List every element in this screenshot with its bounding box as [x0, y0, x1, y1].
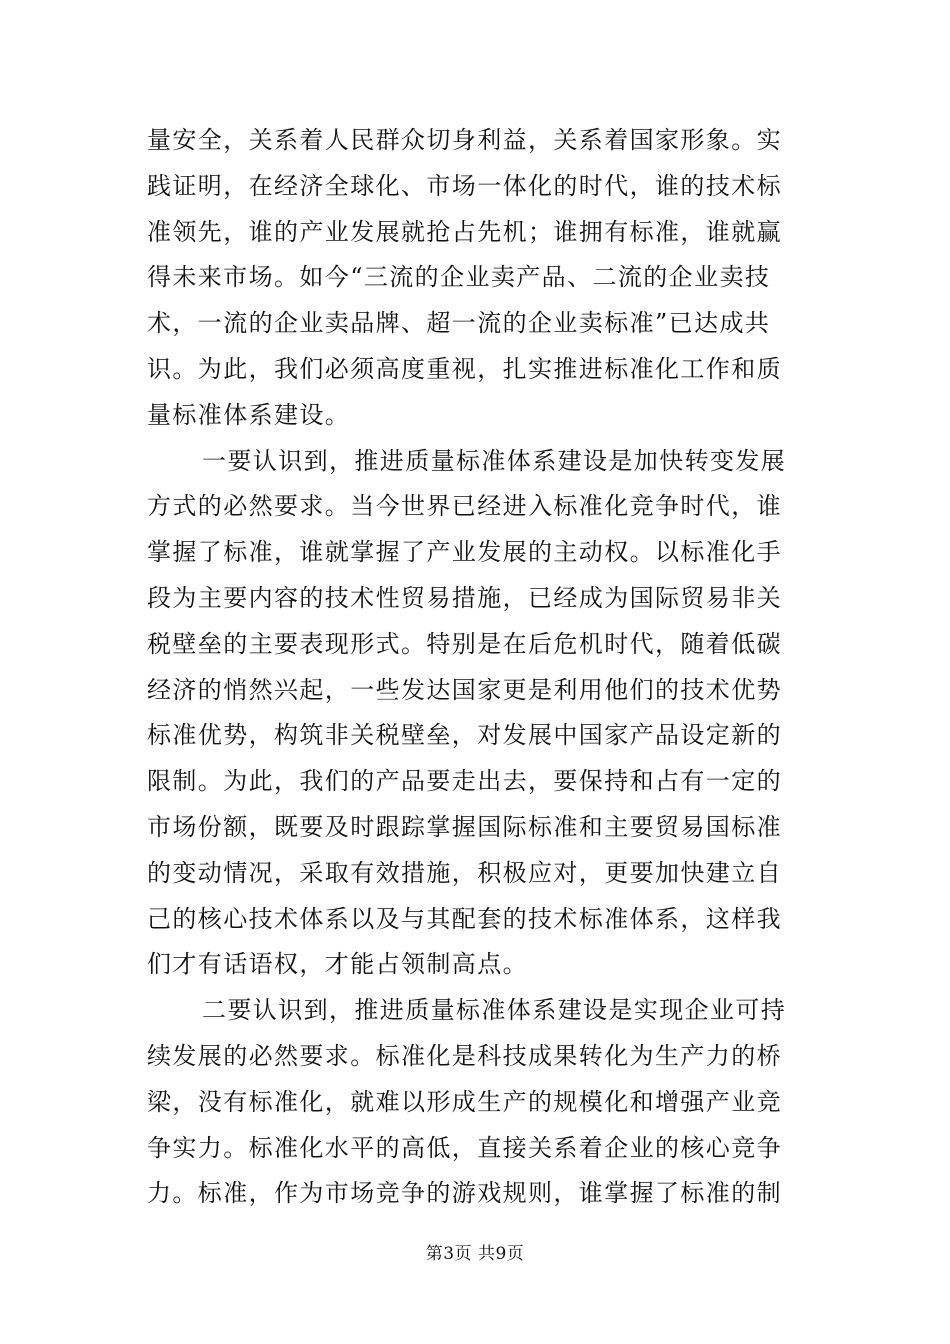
- page-footer: 第3页 共9页: [425, 1244, 525, 1264]
- text-line: 术，一流的企业卖品牌、超一流的企业卖标准”已达成共: [147, 309, 771, 338]
- text-line: 们才有话语权，才能占领制高点。: [147, 950, 528, 979]
- text-line: 市场份额，既要及时跟踪掌握国际标准和主要贸易国标准: [147, 812, 782, 841]
- text-line: 的变动情况，采取有效措施，积极应对，更要加快建立自: [147, 858, 782, 887]
- paragraph-first-line: 二要认识到，推进质量标准体系建设是实现企业可持: [202, 996, 787, 1025]
- text-line: 梁，没有标准化，就难以形成生产的规模化和增强产业竞: [147, 1087, 782, 1116]
- text-line: 标准优势，构筑非关税壁垒，对发展中国家产品设定新的: [147, 721, 782, 750]
- text-line: 经济的悄然兴起，一些发达国家更是利用他们的技术优势: [147, 675, 782, 704]
- text-line: 争实力。标准化水平的高低，直接关系着企业的核心竞争: [147, 1133, 782, 1162]
- text-line: 续发展的必然要求。标准化是科技成果转化为生产力的桥: [147, 1041, 782, 1070]
- text-line: 量安全，关系着人民群众切身利益，关系着国家形象。实: [147, 126, 782, 154]
- text-line: 量标准体系建设。: [147, 400, 351, 429]
- text-line: 税壁垒的主要表现形式。特别是在后危机时代，随着低碳: [147, 629, 782, 658]
- text-line: 得未来市场。如今“三流的企业卖产品、二流的企业卖技: [147, 263, 771, 292]
- document-body: [147, 118, 807, 1217]
- text-line: 准领先，谁的产业发展就抢占先机；谁拥有标准，谁就赢: [147, 217, 782, 246]
- text-line: 限制。为此，我们的产品要走出去，要保持和占有一定的: [147, 767, 782, 796]
- paragraph-first-line: 一要认识到，推进质量标准体系建设是加快转变发展: [202, 446, 787, 475]
- text-line: 方式的必然要求。当今世界已经进入标准化竞争时代，谁: [147, 492, 782, 521]
- text-line: 力。标准，作为市场竞争的游戏规则，谁掌握了标准的制: [147, 1179, 782, 1208]
- text-line: 践证明，在经济全球化、市场一体化的时代，谁的技术标: [147, 171, 782, 200]
- text-line: 识。为此，我们必须高度重视，扎实推进标准化工作和质: [147, 354, 782, 383]
- text-line: 段为主要内容的技术性贸易措施，已经成为国际贸易非关: [147, 583, 782, 612]
- text-line: 掌握了标准，谁就掌握了产业发展的主动权。以标准化手: [147, 538, 782, 567]
- text-line: 己的核心技术体系以及与其配套的技术标准体系，这样我: [147, 904, 782, 933]
